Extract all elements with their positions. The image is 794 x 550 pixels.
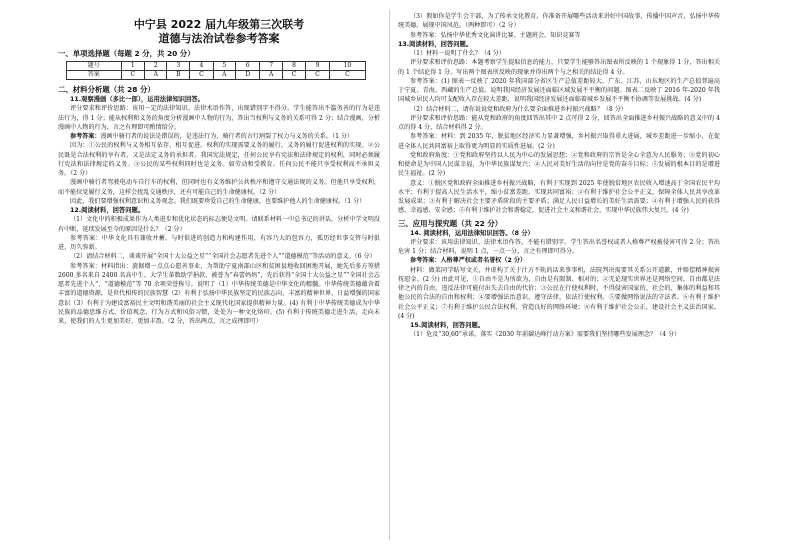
table-cell: 3 [167,62,190,71]
q15-title: 15.阅读材料，回答问题。 [410,322,485,329]
q13-part-2-answer-3: 意义：①脱区党和政府全面推进乡村振兴战略，有利于实现到 2025 年使脱贫地区农民收入增速高于全国农民平均水平；有利于提高人民生活水平，缩小贫富差距，实现共同富裕；②有利于维护社会公平正义，保障全体人民共享改革发展成果；③有利于解决社会主要矛盾阶段的主要矛盾；满足人民日益增长的美好生活需要；④有利于增强人民的获得感、幸福感、安全感；⑤有利于维护社会和谐稳定，促进社会主义和谐社会，实现中华民族伟大复兴。(4 分) [398,179,720,215]
table-answer-label: 答案 [67,71,122,80]
table-cell: C [306,71,329,80]
q14-criteria: 评分要求：该用法律知识、法律术语作答，不能有错别字。学生答出名誉权或者人格尊严权被侵害可得 2 分；答出危害 1 分；结合材料，说明 1 点，一点一分，言之有理即可得分。 [398,238,720,255]
q14-answer: 材料：做菜同学贴写文关，并虚构了关于汁方不轨的话来事事机，法院判决需要其关系公开道歉，并赔偿精神损害抚慰金。(2 分) 由此可见，①自由不是为所欲为，自由是有限制、相对的；②无论现实世界还是网络空间，自由都是法律之内的自由，违反法律可能付出失去自由的代价；③公民在行使权利时，不得侵害国家的、社会的、集体的利益和其他公民的合法的自由和权利；④要增强法治意识，遵守法律，依法行使权利。⑤要做网络说法的守法者。⑥有利于维护社会公平正义；⑦有利于维护公民合法权利，营造良好的网络环境；⑧有利于维护社会公正，建设社会主义法治国家。(4 分) [398,266,720,320]
left-column [58,18,380,326]
section-1-heading: 一、单项选择题（每题 2 分，共 20 分） [58,49,195,58]
answer-label: 参考答案： [70,133,101,140]
q13-part-2-answer-2: 党和政府角度：①党和政府坚持以人民为中心的发展思想；②党和政府的宗旨是全心全意为人民服务；③党的初心和使命是为中国人民谋幸福，为中华民族谋复兴；④人民对美好生活的向往是党的奋斗目标；⑤发展的根本目的是增进民生福祉。(2 分) [398,151,720,178]
table-row [67,71,366,80]
q13-part-2-answer-1: 参考答案：材料：到 2035 年，脱贫地区经济实力显著增强，乡村振兴取得重大进展，城乡差距进一步缩小，在促进全体人民共同富裕上取得更为明显的实质性进展。(2 分) [398,133,720,150]
page-title: 中宁县 2022 届九年级第三次联考 [133,18,305,31]
q13-part-1: （1）材料一说明了什么？（4 分） [410,50,506,57]
table-cell: C [282,71,305,80]
q12-title: 12.阅读材料，回答问题。 [70,207,145,214]
column-divider [389,10,390,540]
page-subtitle: 道德与法治试卷参考答案 [158,32,280,45]
table-header-label: 题号 [67,62,122,71]
table-cell: C [329,71,365,80]
table-cell: 7 [260,62,282,71]
table-row [67,62,366,71]
table-cell: 4 [190,62,213,71]
q12-part-2-answer: 参考答案：材料指出：旋据增一点点心愿善事业，为帮助宁夏南部山区和贫困县地收回困地开展，她先后多方筹措 2600 多名来自 2400 名高中生、大学生革数助学捐款，被誉为“春蕾妈妈”，先后获得“全国十大公益之星”“全国社会志愿者先进个人”，“道德模范”等 70 余项荣誉称号。说明了（1）中华传统美德是中华文化的精髓。中华传统美德蕴含着丰富的道德资源，是世代相传的民族智慧（2）有利于弘扬中华民族坚定的民族志向，丰富的精神世界，日益增强的国家意识（3）有利于为建设富裕民主文明和谐美丽的社会主义现代化国家提供精神力量。(4) 有利于中华传统美德成为中华民族的品德思维方式、价值观念、行为方式和风俗习惯，处处为一种文化烙印。(5) 有利于传统美德走进生活，走向未来，使我们的人生更加美好，更加丰盈。（2 分，答出两点，言之成理即可） [58,262,380,325]
answer-text: 漫画中骑行者的说法是错误的，是违法行为，骑行者的言行割裂了权力与义务的关系。（1 分） [100,133,354,140]
q12-part-3: （3）假如你是学生会干部，为了传承文化教育，你准备开展哪些活动来讲好中国故事，传播中国声音，弘扬中华传统美德。展现中国风范。（两种即可）（2 分） [398,13,720,30]
table-cell: A [213,71,235,80]
table-cell: 9 [306,62,329,71]
q14-title: 14. 阅读材料，运用法律知识回答。（8 分） [410,229,534,237]
q12-part-1: （1）文化中的积极成果作为人类进步和优化状态的标志便是文明。请联系材料一中总书记的讲话，分析中学文明没有中断，延续发展至今的原因是什么？（2 分） [58,216,380,233]
table-cell: A [260,71,282,80]
q12-part-2: （2）请结合材料二，谈谈开展“全国十大公益之星”“全国社会志愿者先进个人”“道德模范”等活动的意义。（6 分） [70,253,376,261]
q15-part-1: （1）危及“30,60”承诺，落实《2030 年前碳达峰行动方案》需要我们坚持哪些发展理念？（4 分） [410,331,681,339]
q11-answer [58,132,380,141]
q11-answer-4: 因此，我们要增强权利意识和义务观念。我们既要珍爱自己的生命健康，也要维护他人的生命健康权。（1 分） [70,197,366,205]
table-cell: B [167,71,190,80]
q12-part-3-answer: 参考答案：弘扬中华优秀文化演讲比赛、主题班会、知识竞赛等 [410,31,581,39]
table-cell: 1 [121,62,144,71]
table-cell: C [121,71,144,80]
table-cell: A [145,71,167,80]
q13-part-1-answer: 参考答案：(1) 图表一反映了 2020 年我国部分省区生产总值差距较大，广东、江苏、山东地区的生产总值普遍高于宁夏、青海、西藏的生产总值。说明我国经济发展还面临区域发展不平衡的问题。图表二反映了 2016 年-2020 年我国城乡居民人均可支配收入存在较大差距，说明我国经济发展还面临着城乡发展不平衡不协调等发展挑战。(4 分) [398,77,720,104]
right-column [398,12,720,340]
q13-part-2-criteria: 评分要求和评价思路：能从党和政府的角度回答出其中 2 点可得 2 分，回答出全面推进乡村振兴战略的意义中的 4 点的得 4 分，结合材料得 2 分。 [398,114,720,131]
table-cell: 5 [213,62,235,71]
q12-part-1-answer: 参考答案：中华文化具有兼收并蓄、与时俱进的创造力和构建作用，有容乃大的包容力，孤历经世事交替与时俱进，历久弥新。 [58,234,380,251]
q13-part-2: （2）结合材料二，请你说说党和政府为什么要全面推进乡村振兴战略？（8 分） [410,105,627,113]
q13-part-1-criteria: 评分要求和评价思路：本题考察学生提取信息的能力，只要学生能够答出图表所反映的 1 个现象得 1 分，答出相关的 1 个结论得 1 分。写出两个图表所反映的现象并得出两个与之相关的结论得 4 分。 [398,59,720,76]
q11-criteria: 评分要求和评价思路：该用一定的法律知识、法律术语作答，出现错别字不得分。学生能答出不滥务善的行为是违法行为，得 1 分；能从权利和义务的角度分析漫画中人物的行为，答出当权利与义务的关系可得 2 分；结合漫画，分析漫画中人物的行为，言之有理即可酌情给分。 [58,105,380,131]
q11-answer-3: 漫画中骑行者驾驶电动车自行车的权利，但同时也有义务维护公共秩序和遵守交通法规的义务。但他只享受权利，而不能位觉履行义务，这样会扰乱交通秩序，还有可能自己的生命健康权。（2 分） [58,179,380,196]
q14-answer-label: 参考答案：人格尊严权或者名誉权（2 分） [410,257,527,265]
answer-table [66,61,366,80]
section-2-heading: 二、材料分析题（共 28 分） [58,85,155,94]
table-cell: 10 [329,62,365,71]
q11-answer-2: 因为：①公民的权利与义务相互依存、相互促进。权利的实现需要义务的履行，义务的履行促进权利的实现。②公民既是合法权利的享有者，又是法定义务的承担者。我国宪法规定，任何公民享有宪法和法律规定的权利，同时必须履行宪法和法律规定的义务。③公民的某些权利同时也是义务。如劳动和受教育。任何公民不能只享受权利而不承担义务。（2 分） [58,142,380,177]
q11-title: 11.观察漫画（多比一郎），运用法律知识回答。 [70,96,204,103]
table-cell: 6 [236,62,260,71]
table-cell: 8 [282,62,305,71]
table-cell: C [190,71,213,80]
table-cell: 2 [145,62,167,71]
section-3-heading: 三、应用与探究题（共 22 分） [398,218,503,228]
q13-title: 13.阅读材料，回答问题。 [398,40,473,48]
table-cell: D [236,71,260,80]
